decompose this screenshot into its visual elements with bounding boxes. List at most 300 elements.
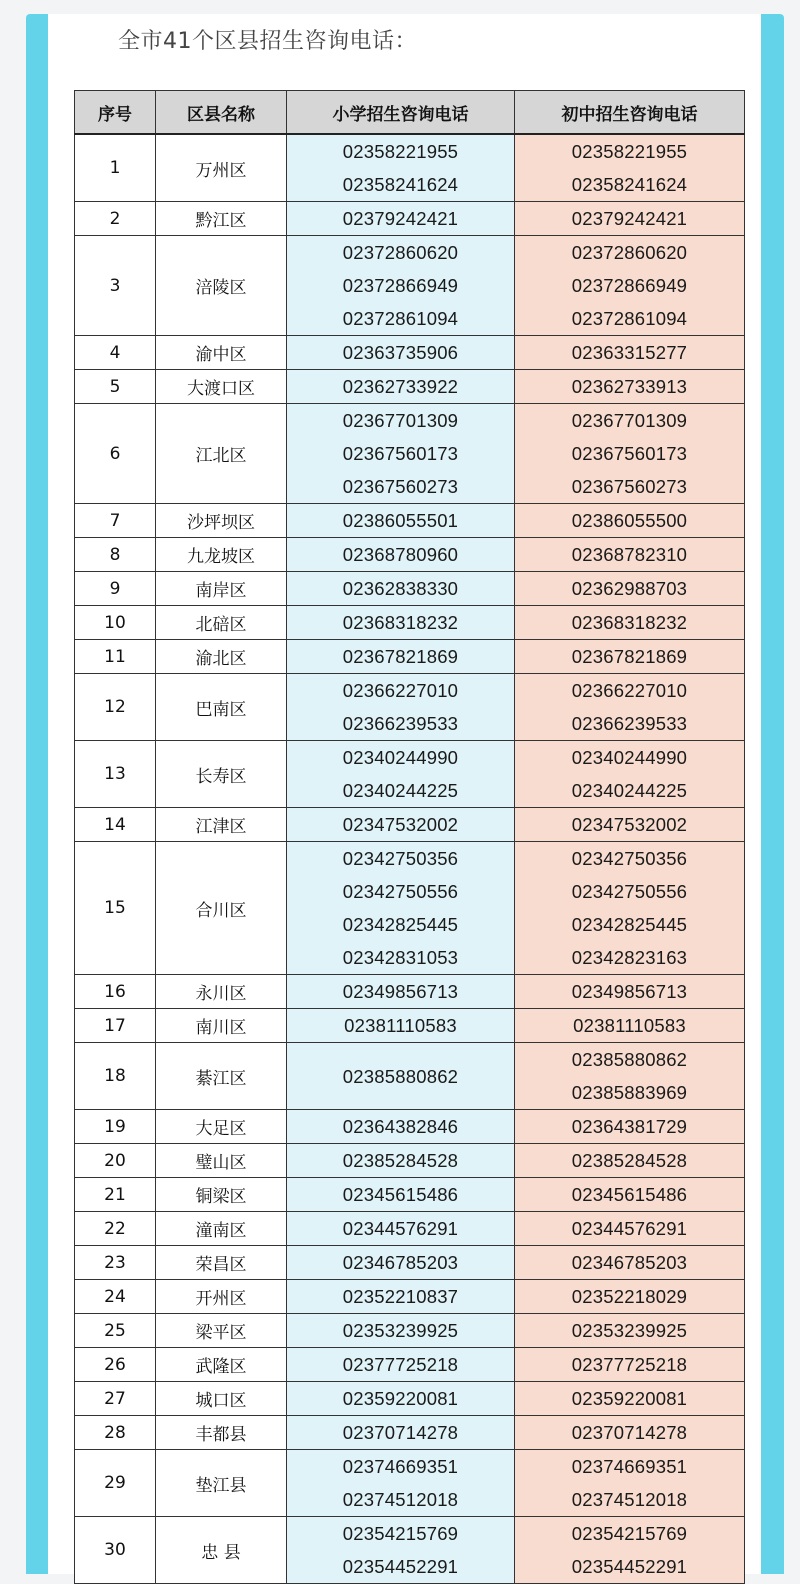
row-primary-phones: [287, 336, 515, 370]
row-district-text: 垫江县: [195, 1475, 247, 1496]
row-seq-text: 27: [104, 1388, 126, 1409]
row-district: [156, 1450, 287, 1517]
middle-phone: 02340244990: [571, 747, 688, 768]
row-district: [156, 1314, 287, 1348]
row-middle-phones: [515, 370, 745, 404]
table-row: [75, 1314, 745, 1348]
primary-phone: 02385284528: [342, 1150, 459, 1171]
row-district: [156, 1382, 287, 1416]
row-primary-phones: [287, 1110, 515, 1144]
row-seq: [75, 640, 156, 674]
row-middle-phones: [515, 674, 745, 741]
row-district-text: 忠 县: [201, 1542, 241, 1563]
row-district: [156, 336, 287, 370]
row-district: [156, 1517, 287, 1584]
primary-phone: 02367560173: [342, 443, 459, 464]
header-primary-phone: 小学招生咨询电话: [287, 91, 515, 135]
row-middle-phones: [515, 1178, 745, 1212]
primary-phone: 02367821869: [342, 646, 459, 667]
row-district: [156, 606, 287, 640]
table-row: [75, 134, 745, 202]
middle-phone: 02340244225: [571, 780, 688, 801]
row-district: [156, 741, 287, 808]
middle-phone: 02342825445: [571, 914, 688, 935]
row-district-text: 南岸区: [195, 581, 247, 601]
row-seq-text: 16: [104, 981, 126, 1002]
row-seq-text: 9: [109, 578, 121, 599]
primary-phone: 02346785203: [342, 1252, 459, 1273]
primary-phone: 02372861094: [342, 308, 459, 329]
row-middle-phones: [515, 1246, 745, 1280]
row-primary-phones: [287, 842, 515, 975]
table-row: [75, 404, 745, 504]
middle-phone: 02366227010: [571, 680, 688, 701]
row-primary-phones: [287, 674, 515, 741]
row-middle-phones: [515, 1009, 745, 1043]
row-seq-text: 4: [109, 342, 121, 363]
middle-phone: 02377725218: [571, 1354, 688, 1375]
table-row: [75, 572, 745, 606]
row-primary-phones: [287, 1280, 515, 1314]
row-seq: [75, 1212, 156, 1246]
row-middle-phones: [515, 1517, 745, 1584]
row-seq: [75, 1178, 156, 1212]
primary-phone: 02366239533: [342, 713, 459, 734]
row-district-text: 荣昌区: [195, 1255, 247, 1275]
middle-phone: 02368782310: [571, 544, 688, 565]
row-primary-phones: [287, 1144, 515, 1178]
table-row: [75, 1382, 745, 1416]
row-seq: [75, 1009, 156, 1043]
row-seq: [75, 1348, 156, 1382]
middle-phone: 02345615486: [571, 1184, 688, 1205]
row-seq-text: 5: [109, 376, 121, 397]
row-district: [156, 674, 287, 741]
row-seq: [75, 538, 156, 572]
enrollment-phone-table: [74, 90, 745, 1584]
row-seq-text: 18: [104, 1066, 126, 1086]
primary-phone: 02366227010: [342, 680, 459, 701]
primary-phone: 02377725218: [342, 1354, 459, 1375]
row-middle-phones: [515, 1212, 745, 1246]
row-middle-phones: [515, 404, 745, 504]
primary-phone: 02358241624: [342, 174, 459, 195]
row-district: [156, 1144, 287, 1178]
row-middle-phones: [515, 572, 745, 606]
row-primary-phones: [287, 1416, 515, 1450]
row-district: [156, 1416, 287, 1450]
row-seq-text: 10: [104, 612, 126, 633]
table-row: [75, 1144, 745, 1178]
row-seq-text: 23: [104, 1252, 126, 1273]
primary-phone: 02381110583: [344, 1015, 457, 1036]
primary-phone: 02379242421: [342, 208, 459, 229]
row-seq: [75, 975, 156, 1009]
row-seq: [75, 1450, 156, 1517]
primary-phone: 02347532002: [342, 814, 459, 835]
row-district-text: 万州区: [195, 160, 247, 181]
middle-phone: 02372860620: [571, 242, 688, 263]
primary-phone: 02340244225: [342, 780, 459, 801]
row-district: [156, 975, 287, 1009]
middle-phone: 02385284528: [571, 1150, 688, 1171]
row-middle-phones: [515, 1110, 745, 1144]
row-middle-phones: [515, 1382, 745, 1416]
primary-phone: 02340244990: [342, 747, 459, 768]
row-district-text: 璧山区: [195, 1153, 247, 1173]
middle-phone: 02358221955: [571, 141, 688, 162]
table-row: [75, 1009, 745, 1043]
row-seq-text: 29: [104, 1473, 126, 1493]
row-primary-phones: [287, 572, 515, 606]
row-seq-text: 11: [104, 646, 126, 667]
row-district-text: 渝中区: [195, 345, 247, 365]
middle-phone: 02358241624: [571, 174, 688, 195]
row-seq: [75, 1144, 156, 1178]
row-seq-text: 3: [109, 275, 121, 296]
row-primary-phones: [287, 640, 515, 674]
row-seq: [75, 674, 156, 741]
row-middle-phones: [515, 640, 745, 674]
row-district: [156, 1110, 287, 1144]
table-row: [75, 741, 745, 808]
middle-phone: 02354452291: [571, 1556, 688, 1577]
table-row: [75, 1348, 745, 1382]
middle-phone: 02367560173: [571, 443, 688, 464]
row-district: [156, 572, 287, 606]
middle-phone: 02362733913: [571, 376, 688, 397]
row-seq-text: 14: [104, 814, 126, 835]
row-district-text: 合川区: [195, 900, 247, 921]
row-district-text: 渝北区: [195, 649, 247, 669]
row-middle-phones: [515, 1280, 745, 1314]
row-primary-phones: [287, 1450, 515, 1517]
primary-phone: 02354452291: [342, 1556, 459, 1577]
row-seq: [75, 1043, 156, 1110]
table-row: [75, 1450, 745, 1517]
row-middle-phones: [515, 538, 745, 572]
row-seq: [75, 1416, 156, 1450]
row-primary-phones: [287, 1382, 515, 1416]
row-district-text: 潼南区: [195, 1221, 247, 1241]
primary-phone: 02370714278: [342, 1422, 459, 1443]
primary-phone: 02368318232: [342, 612, 459, 633]
row-seq-text: 7: [109, 510, 121, 531]
row-primary-phones: [287, 202, 515, 236]
row-district-text: 江北区: [195, 446, 247, 466]
table-row: [75, 1212, 745, 1246]
row-district: [156, 1009, 287, 1043]
row-district: [156, 404, 287, 504]
row-district-text: 北碚区: [195, 615, 247, 635]
table-row: [75, 370, 745, 404]
row-seq: [75, 1314, 156, 1348]
row-district-text: 黔江区: [195, 211, 247, 231]
middle-phone: 02364381729: [571, 1116, 688, 1137]
row-district-text: 大足区: [195, 1119, 247, 1139]
middle-phone: 02386055500: [571, 510, 688, 531]
row-district-text: 梁平区: [195, 1323, 247, 1343]
primary-phone: 02385880862: [342, 1065, 459, 1087]
row-seq: [75, 808, 156, 842]
middle-phone: 02354215769: [571, 1523, 688, 1544]
primary-phone: 02342750356: [342, 848, 459, 869]
row-district: [156, 1212, 287, 1246]
row-middle-phones: [515, 975, 745, 1009]
row-district: [156, 504, 287, 538]
table-header-row: [75, 91, 745, 135]
middle-phone: 02342750556: [571, 881, 688, 902]
row-district: [156, 1280, 287, 1314]
row-seq: [75, 336, 156, 370]
primary-phone: 02345615486: [342, 1184, 459, 1205]
row-district-text: 长寿区: [195, 766, 247, 787]
middle-phone: 02342750356: [571, 848, 688, 869]
row-primary-phones: [287, 1212, 515, 1246]
table-row: [75, 538, 745, 572]
row-district-text: 綦江区: [195, 1068, 247, 1089]
middle-phone: 02372866949: [571, 275, 688, 296]
row-primary-phones: [287, 1246, 515, 1280]
row-seq-text: 30: [104, 1540, 126, 1560]
row-seq-text: 26: [104, 1354, 126, 1375]
row-seq-text: 1: [109, 158, 121, 178]
primary-phone: 02372860620: [342, 242, 459, 263]
primary-phone: 02358221955: [342, 141, 459, 162]
row-district-text: 城口区: [195, 1391, 247, 1411]
row-primary-phones: [287, 1178, 515, 1212]
row-district-text: 九龙坡区: [187, 547, 255, 567]
row-seq: [75, 236, 156, 336]
row-seq-text: 19: [104, 1116, 126, 1137]
row-middle-phones: [515, 236, 745, 336]
row-seq: [75, 1382, 156, 1416]
row-district: [156, 202, 287, 236]
primary-phone: 02352210837: [342, 1286, 459, 1307]
middle-phone: 02359220081: [571, 1388, 688, 1409]
row-seq-text: 2: [109, 208, 121, 229]
row-seq-text: 25: [104, 1320, 126, 1341]
row-seq-text: 12: [104, 697, 126, 717]
row-seq-text: 15: [104, 898, 126, 918]
row-district: [156, 1348, 287, 1382]
row-district: [156, 808, 287, 842]
table-body: [75, 134, 745, 1584]
row-district-text: 开州区: [195, 1289, 247, 1309]
row-primary-phones: [287, 1348, 515, 1382]
row-district: [156, 640, 287, 674]
middle-phone: 02385880862: [571, 1049, 688, 1070]
row-seq: [75, 1110, 156, 1144]
table-row: [75, 606, 745, 640]
row-district: [156, 1043, 287, 1110]
page-heading: 全市41个区县招生咨询电话：: [118, 29, 417, 54]
primary-phone: 02364382846: [342, 1116, 459, 1137]
row-primary-phones: [287, 504, 515, 538]
row-middle-phones: [515, 1416, 745, 1450]
row-seq-text: 8: [109, 544, 121, 565]
table-row: [75, 674, 745, 741]
row-primary-phones: [287, 236, 515, 336]
primary-phone: 02342750556: [342, 881, 459, 902]
row-primary-phones: [287, 808, 515, 842]
row-seq: [75, 504, 156, 538]
row-district-text: 丰都县: [195, 1425, 247, 1445]
row-middle-phones: [515, 202, 745, 236]
primary-phone: 02372866949: [342, 275, 459, 296]
row-middle-phones: [515, 134, 745, 202]
row-primary-phones: [287, 1314, 515, 1348]
row-primary-phones: [287, 404, 515, 504]
row-primary-phones: [287, 1517, 515, 1584]
middle-phone: 02372861094: [571, 308, 688, 329]
middle-phone: 02347532002: [571, 814, 688, 835]
row-district: [156, 842, 287, 975]
row-seq-text: 28: [104, 1422, 126, 1443]
row-district: [156, 236, 287, 336]
row-district: [156, 134, 287, 202]
row-middle-phones: [515, 1144, 745, 1178]
middle-phone: 02349856713: [571, 981, 688, 1002]
middle-phone: 02362988703: [571, 578, 688, 599]
row-primary-phones: [287, 370, 515, 404]
middle-phone: 02379242421: [571, 208, 688, 229]
middle-phone: 02381110583: [573, 1015, 686, 1036]
row-primary-phones: [287, 538, 515, 572]
row-district-text: 铜梁区: [195, 1187, 247, 1207]
primary-phone: 02344576291: [342, 1218, 459, 1239]
table-row: [75, 504, 745, 538]
row-primary-phones: [287, 975, 515, 1009]
table-row: [75, 1043, 745, 1110]
row-primary-phones: [287, 606, 515, 640]
row-middle-phones: [515, 1043, 745, 1110]
row-middle-phones: [515, 842, 745, 975]
row-middle-phones: [515, 1450, 745, 1517]
table-row: [75, 1280, 745, 1314]
middle-phone: 02353239925: [571, 1320, 688, 1341]
table-row: [75, 1416, 745, 1450]
row-district: [156, 1178, 287, 1212]
row-district: [156, 538, 287, 572]
table-row: [75, 202, 745, 236]
row-seq-text: 17: [104, 1015, 126, 1036]
table-row: [75, 842, 745, 975]
row-primary-phones: [287, 741, 515, 808]
middle-phone: 02370714278: [571, 1422, 688, 1443]
row-seq: [75, 1517, 156, 1584]
row-middle-phones: [515, 808, 745, 842]
row-primary-phones: [287, 1009, 515, 1043]
middle-phone: 02344576291: [571, 1218, 688, 1239]
middle-phone: 02374512018: [571, 1489, 688, 1510]
row-middle-phones: [515, 504, 745, 538]
primary-phone: 02342831053: [342, 947, 459, 968]
row-seq-text: 6: [109, 443, 121, 464]
row-seq: [75, 134, 156, 202]
middle-phone: 02368318232: [571, 612, 688, 633]
row-district-text: 涪陵区: [195, 278, 247, 298]
row-seq-text: 24: [104, 1286, 126, 1307]
primary-phone: 02374512018: [342, 1489, 459, 1510]
primary-phone: 02368780960: [342, 544, 459, 565]
middle-phone: 02385883969: [571, 1082, 688, 1103]
table-row: [75, 1246, 745, 1280]
row-middle-phones: [515, 1348, 745, 1382]
row-seq-text: 22: [104, 1218, 126, 1239]
row-primary-phones: [287, 134, 515, 202]
row-middle-phones: [515, 336, 745, 370]
row-seq: [75, 404, 156, 504]
middle-phone: 02363315277: [571, 342, 688, 363]
primary-phone: 02342825445: [342, 914, 459, 935]
row-seq: [75, 741, 156, 808]
row-district-text: 江津区: [195, 817, 247, 837]
row-seq-text: 13: [104, 764, 126, 784]
table-row: [75, 640, 745, 674]
row-district-text: 大渡口区: [187, 379, 255, 399]
primary-phone: 02362838330: [342, 578, 459, 599]
table-row: [75, 1517, 745, 1584]
primary-phone: 02367560273: [342, 476, 459, 497]
row-seq: [75, 1246, 156, 1280]
row-district-text: 武隆区: [195, 1357, 247, 1377]
primary-phone: 02386055501: [342, 510, 459, 531]
table-row: [75, 336, 745, 370]
row-district: [156, 1246, 287, 1280]
row-seq-text: 21: [104, 1184, 126, 1205]
primary-phone: 02362733922: [342, 376, 459, 397]
row-middle-phones: [515, 741, 745, 808]
middle-phone: 02366239533: [571, 713, 688, 734]
primary-phone: 02354215769: [342, 1523, 459, 1544]
primary-phone: 02359220081: [342, 1388, 459, 1409]
table-row: [75, 975, 745, 1009]
row-seq: [75, 1280, 156, 1314]
middle-phone: 02367560273: [571, 476, 688, 497]
middle-phone: 02352218029: [571, 1286, 688, 1307]
table-row: [75, 236, 745, 336]
row-district-text: 沙坪坝区: [187, 513, 255, 533]
middle-phone: 02374669351: [571, 1456, 688, 1477]
row-seq: [75, 202, 156, 236]
primary-phone: 02349856713: [342, 981, 459, 1002]
row-middle-phones: [515, 606, 745, 640]
middle-phone: 02346785203: [571, 1252, 688, 1273]
table-row: [75, 1178, 745, 1212]
row-primary-phones: [287, 1043, 515, 1110]
middle-phone: 02342823163: [571, 947, 688, 968]
header-district: 区县名称: [156, 91, 287, 135]
header-middle-phone: 初中招生咨询电话: [515, 91, 745, 135]
row-seq: [75, 842, 156, 975]
primary-phone: 02367701309: [342, 410, 459, 431]
row-district-text: 巴南区: [195, 699, 247, 720]
row-seq-text: 20: [104, 1150, 126, 1171]
row-seq: [75, 572, 156, 606]
middle-phone: 02367821869: [571, 646, 688, 667]
header-seq: 序号: [75, 91, 156, 135]
row-district: [156, 370, 287, 404]
primary-phone: 02353239925: [342, 1320, 459, 1341]
row-district-text: 永川区: [195, 984, 247, 1004]
row-seq: [75, 606, 156, 640]
primary-phone: 02363735906: [342, 342, 459, 363]
row-seq: [75, 370, 156, 404]
table-row: [75, 1110, 745, 1144]
row-district-text: 南川区: [195, 1018, 247, 1038]
table-row: [75, 808, 745, 842]
